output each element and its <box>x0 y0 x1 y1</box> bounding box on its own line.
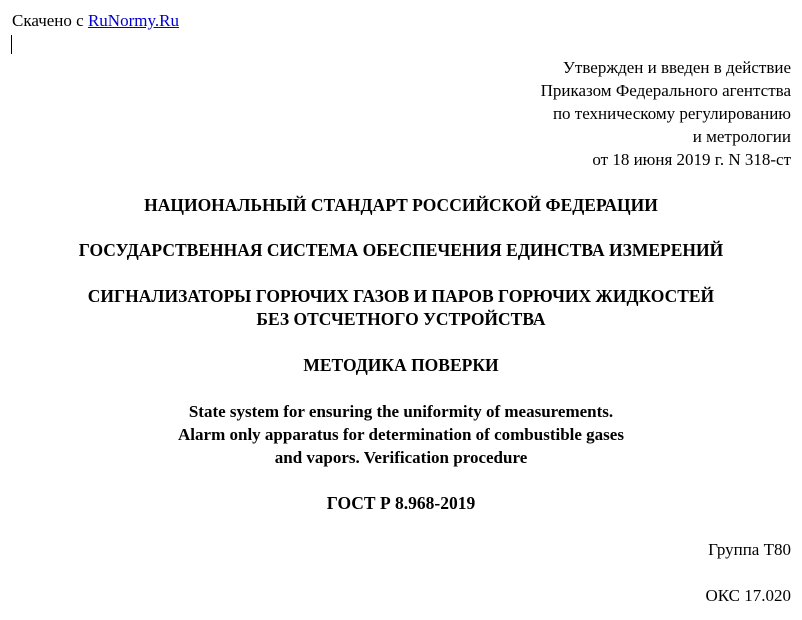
system-heading <box>0 239 802 262</box>
subject-line: СИГНАЛИЗАТОРЫ ГОРЮЧИХ ГАЗОВ И ПАРОВ ГОРЮЧИХ ЖИДКОСТЕЙ <box>87 286 715 306</box>
approval-line: и метрологии <box>692 127 791 146</box>
subject-line: БЕЗ ОТСЧЕТНОГО УСТРОЙСТВА <box>256 309 546 329</box>
subject-heading <box>0 285 802 331</box>
source-line <box>12 10 179 32</box>
approval-block <box>391 56 791 171</box>
gost-designation <box>0 492 802 515</box>
group-code: Группа Т80 <box>708 540 791 559</box>
approval-line: по техническому регулированию <box>552 104 791 123</box>
english-title-line: Alarm only apparatus for determination of combustible gases <box>178 425 624 444</box>
national-standard-text: НАЦИОНАЛЬНЫЙ СТАНДАРТ РОССИЙСКОЙ ФЕДЕРАЦИИ <box>144 195 658 215</box>
national-standard-heading <box>0 194 802 217</box>
english-title-line: and vapors. Verification procedure <box>274 448 528 467</box>
approval-line: Утвержден и введен в действие <box>562 58 791 77</box>
oks-code: ОКС 17.020 <box>705 586 791 605</box>
method-heading <box>0 354 802 377</box>
approval-line: от 18 июня 2019 г. N 318-ст <box>592 150 791 169</box>
text-cursor <box>11 35 12 54</box>
runormy-link[interactable]: RuNormy.Ru <box>87 11 179 30</box>
english-title <box>0 400 802 469</box>
system-text: ГОСУДАРСТВЕННАЯ СИСТЕМА ОБЕСПЕЧЕНИЯ ЕДИНСТВА ИЗМЕРЕНИЙ <box>78 240 724 260</box>
english-title-line: State system for ensuring the uniformity of measurements. <box>188 402 614 421</box>
approval-line: Приказом Федерального агентства <box>540 81 791 100</box>
gost-designation-text: ГОСТ Р 8.968-2019 <box>326 493 476 513</box>
method-text: МЕТОДИКА ПОВЕРКИ <box>303 355 499 375</box>
source-prefix: Скачено с <box>12 11 88 30</box>
